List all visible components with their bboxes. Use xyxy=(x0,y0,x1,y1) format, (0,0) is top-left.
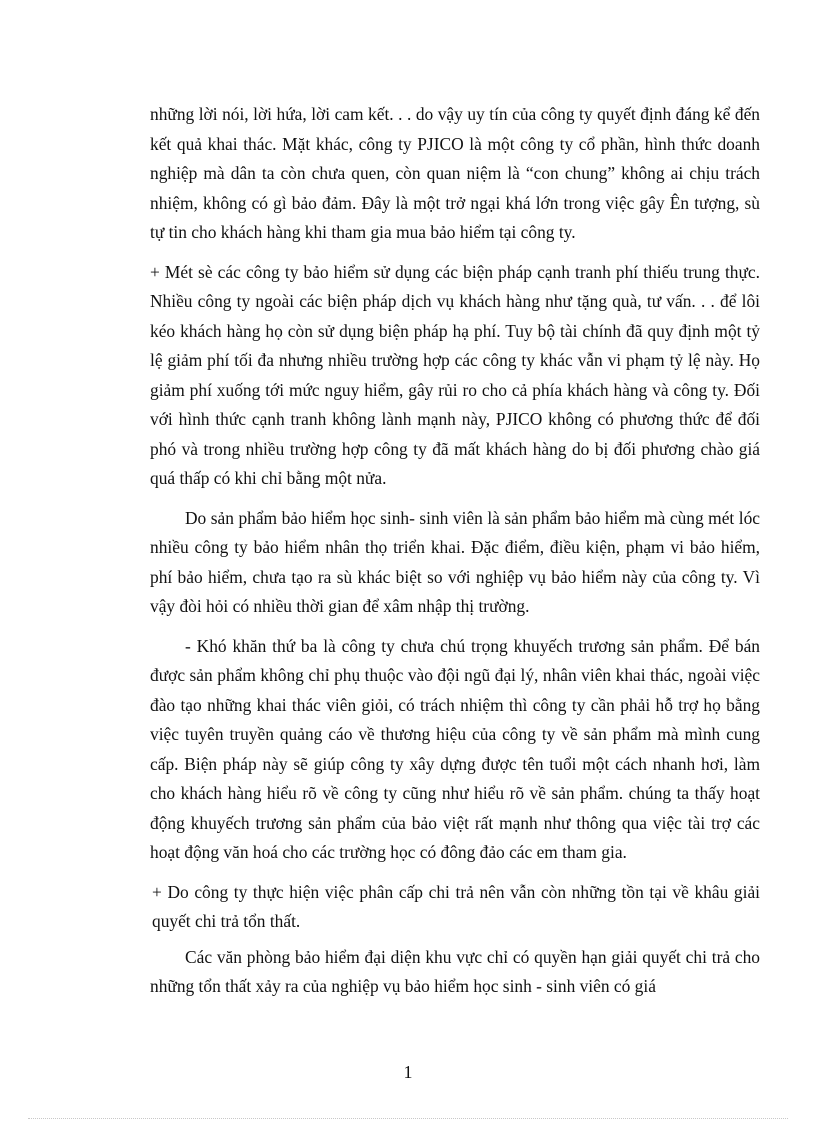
paragraph-regional-offices: Các văn phòng bảo hiểm đại diện khu vực chỉ có quyền hạn giải quyết chi trả cho những tổn thất xảy ra của nghiệp vụ bảo hiểm học sinh - sinh viên có giá xyxy=(150,946,760,996)
paragraph-reputation: những lời nói, lời hứa, lời cam kết. . . do vậy uy tín của công ty quyết định đáng kể đến kết quả khai thác. Mặt khác, công ty PJICO là một công ty cổ phần, hình thức doanh nghiệp mà dân ta còn chưa quen, còn quan niệm là “con chung” không ai chịu trách nhiệm, không có gì bảo đảm. Đây là một trở ngại khá lớn trong việc gây Ên tượng, sù tự tin cho khách hàng khi tham gia mua bảo hiểm tại công ty. xyxy=(150,104,760,242)
paragraph-claims-decentralization: + Do công ty thực hiện việc phân cấp chi trả nên vẫn còn những tồn tại về khâu giải quyết chi trả tổn thất. xyxy=(152,881,760,931)
document-page xyxy=(150,100,760,1002)
paragraph-product-similarity: Do sản phẩm bảo hiểm học sinh- sinh viên là sản phẩm bảo hiểm mà cùng mét lóc nhiều công ty bảo hiểm nhân thọ triển khai. Đặc điểm, điều kiện, phạm vi bảo hiểm, phí bảo hiểm, chưa tạo ra sù khác biệt so với nghiệp vụ bảo hiểm này của công ty. Vì vậy đòi hỏi có nhiều thời gian để xâm nhập thị trường. xyxy=(150,507,760,616)
page-bottom-divider xyxy=(28,1118,788,1119)
paragraph-promotion: - Khó khăn thứ ba là công ty chưa chú trọng khuyếch trương sản phẩm. Để bán được sản phẩm không chỉ phụ thuộc vào đội ngũ đại lý, nhân viên khai thác, ngoài việc đào tạo những khai thác viên giỏi, có trách nhiệm thì công ty cần phải hỗ trợ họ bằng việc tuyên truyền quảng cáo về thương hiệu của công ty về sản phẩm mà mình cung cấp. Biện pháp này sẽ giúp công ty xây dựng được tên tuổi một cách nhanh hơi, làm cho khách hàng hiểu rõ về công ty cũng như hiểu rõ về sản phẩm. chúng ta thấy hoạt động khuyếch trương sản phẩm của bảo việt rất mạnh như thông qua việc tài trợ các hoạt động văn hoá cho các trường học có đông đảo các em tham gia. xyxy=(150,635,760,862)
paragraph-price-competition: + Mét sè các công ty bảo hiểm sử dụng các biện pháp cạnh tranh phí thiếu trung thực. Nhiều công ty ngoài các biện pháp dịch vụ khách hàng như tặng quà, tư vấn. . . để lôi kéo khách hàng họ còn sử dụng biện pháp hạ phí. Tuy bộ tài chính đã quy định một tỷ lệ giảm phí tối đa nhưng nhiều trường hợp các công ty khác vẫn vi phạm tỷ lệ này. Họ giảm phí xuống tới mức nguy hiểm, gây rủi ro cho cả phía khách hàng và công ty. Đối với hình thức cạnh tranh không lành mạnh này, PJICO không có phương thức để đối phó và trong nhiều trường hợp công ty đã mất khách hàng do bị đối phương chào giá quá thấp có khi chỉ bằng một nửa. xyxy=(150,261,760,488)
page-number: 1 xyxy=(403,1062,413,1082)
